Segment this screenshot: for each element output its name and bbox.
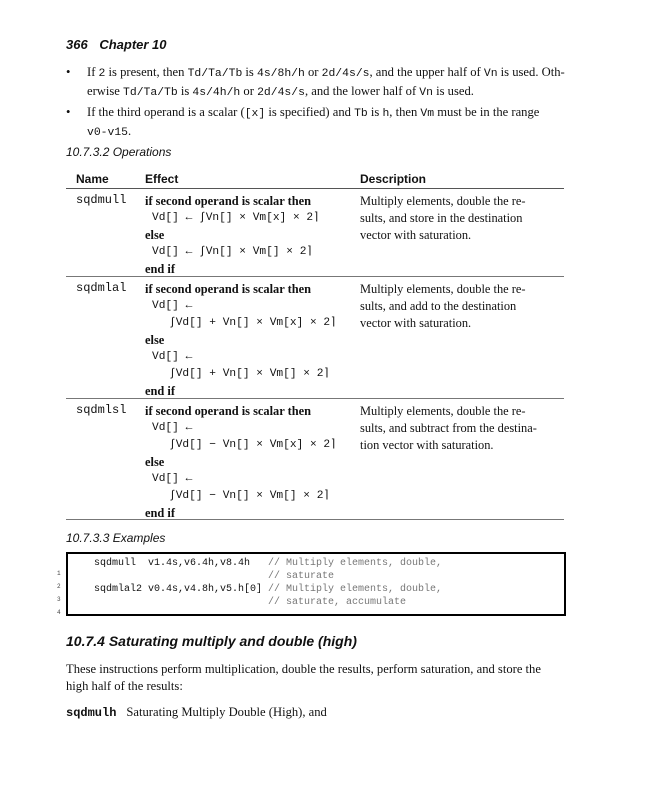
examples-heading: 10.7.3.3 Examples <box>66 531 166 545</box>
table-header <box>66 170 564 189</box>
definition-item <box>66 705 327 720</box>
code-line: // saturate <box>268 571 335 582</box>
bullet-line: v0-v15. <box>87 124 132 139</box>
effect-cell <box>145 403 337 522</box>
line-number: 4 <box>57 609 61 616</box>
effect-line: else <box>145 333 165 347</box>
bullet-item <box>66 64 566 102</box>
bullet-item <box>66 104 566 142</box>
instruction-name: sqdmull <box>76 193 127 207</box>
operations-heading: 10.7.3.2 Operations <box>66 145 172 159</box>
description-cell: Multiply elements, double the re- sults, and subtract from the destina- tion vector with saturation. <box>360 404 537 452</box>
effect-line: Vd[] ← <box>152 300 193 312</box>
effect-line: Vd[] ← <box>152 473 193 485</box>
bullet-list <box>66 64 566 144</box>
bullet-dot-icon: • <box>66 105 71 119</box>
effect-line: end if <box>145 384 175 398</box>
effect-line: else <box>145 455 165 469</box>
definition-text: Saturating Multiply Double (High), and <box>126 705 327 719</box>
bullet-dot-icon: • <box>66 65 71 79</box>
code-line: sqdmlal2 v0.4s,v4.8h,v5.h[0] // Multiply elements, double, <box>94 584 443 595</box>
effect-line: ∫Vd[] + Vn[] × Vm[x] × 2⌉ <box>169 317 337 329</box>
line-number: 2 <box>57 583 61 590</box>
effect-cell <box>145 193 320 278</box>
effect-line: ∫Vd[] + Vn[] × Vm[] × 2⌉ <box>169 368 331 380</box>
line-number: 3 <box>57 596 61 603</box>
bullet-line: If 2 is present, then Td/Ta/Tb is 4s/8h/h or 2d/4s/s, and the upper half of Vn is used. Oth- <box>87 65 565 80</box>
effect-line: if second operand is scalar then <box>145 282 312 296</box>
code-listing <box>66 552 566 616</box>
effect-line: Vd[] ← ∫Vn[] × Vm[x] × 2⌉ <box>152 212 320 224</box>
instruction-name: sqdmlal <box>76 281 127 295</box>
instruction-name: sqdmlsl <box>76 403 127 417</box>
effect-line: ∫Vd[] − Vn[] × Vm[x] × 2⌉ <box>169 439 337 451</box>
effect-cell <box>145 281 337 400</box>
bullet-line: erwise Td/Ta/Tb is 4s/4h/h or 2d/4s/s, and the lower half of Vn is used. <box>87 84 474 99</box>
effect-line: else <box>145 228 165 242</box>
section-heading: 10.7.4 Saturating multiply and double (high) <box>66 633 357 649</box>
header-effect: Effect <box>145 172 179 186</box>
code-line: // saturate, accumulate <box>268 597 407 608</box>
description-cell: Multiply elements, double the re- sults, and store in the destination vector with saturation. <box>360 194 526 242</box>
page-number: 366 <box>66 37 88 52</box>
effect-line: Vd[] ← <box>152 351 193 363</box>
header-description: Description <box>360 172 427 186</box>
effect-line: ∫Vd[] − Vn[] × Vm[] × 2⌉ <box>169 490 331 502</box>
effect-line: end if <box>145 262 175 276</box>
header-name: Name <box>76 172 109 186</box>
chapter-title: Chapter 10 <box>99 37 167 52</box>
table-row <box>66 189 564 277</box>
line-number: 1 <box>57 570 61 577</box>
definition-term: sqdmulh <box>66 706 117 720</box>
effect-line: Vd[] ← <box>152 422 193 434</box>
table-row <box>66 277 564 399</box>
effect-line: if second operand is scalar then <box>145 404 312 418</box>
effect-line: if second operand is scalar then <box>145 194 312 208</box>
effect-line: Vd[] ← ∫Vn[] × Vm[] × 2⌉ <box>152 246 314 258</box>
table-row <box>66 399 564 520</box>
operations-table <box>66 170 564 520</box>
bullet-line: If the third operand is a scalar ([x] is specified) and Tb is h, then Vm must be in the range <box>87 105 540 120</box>
code-line: sqdmull v1.4s,v6.4h,v8.4h // Multiply elements, double, <box>94 558 443 569</box>
effect-line: end if <box>145 506 175 520</box>
page-header <box>66 37 167 52</box>
description-cell: Multiply elements, double the re- sults, and add to the destination vector with saturation. <box>360 282 526 330</box>
body-paragraph: These instructions perform multiplication, double the results, perform saturation, and store the high half of the results: <box>66 662 541 693</box>
